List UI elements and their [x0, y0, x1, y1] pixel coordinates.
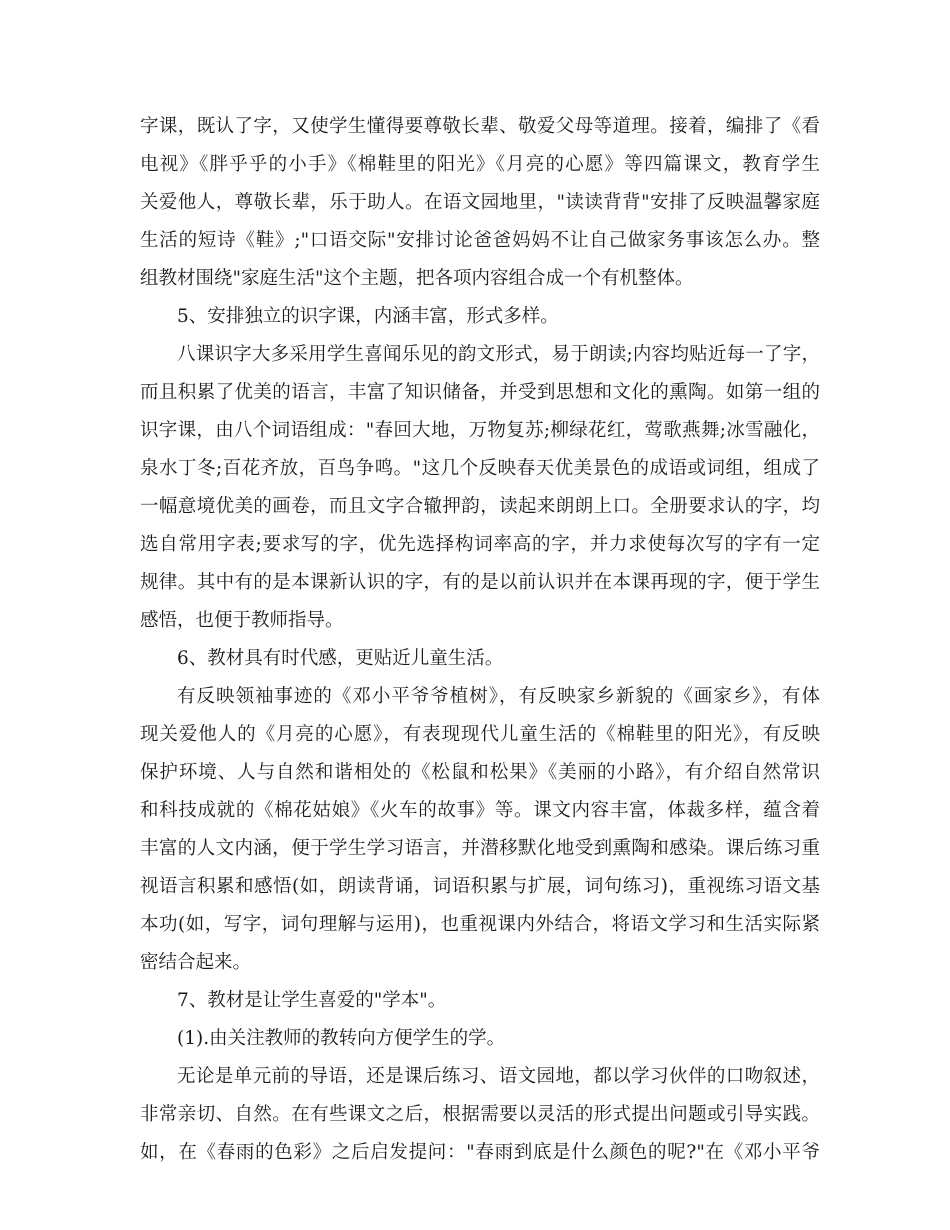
text-line: 泉水丁冬;百花齐放，百鸟争鸣。"这几个反映春天优美景色的成语或词组，组成了	[140, 458, 820, 479]
text-line: 感悟，也便于教师指导。	[140, 610, 344, 631]
text-line: 规律。其中有的是本课新认识的字，有的是以前认识并在本课再现的字，便于学生	[140, 572, 820, 593]
text-line: 电视》《胖乎乎的小手》《棉鞋里的阳光》《月亮的心愿》等四篇课文，教育学生	[140, 154, 820, 175]
text-line: 组教材围绕"家庭生活"这个主题，把各项内容组合成一个有机整体。	[140, 268, 694, 289]
text-line: 生活的短诗《鞋》;"口语交际"安排讨论爸爸妈妈不让自己做家务事该怎么办。整	[140, 230, 820, 251]
text-line: 字课，既认了字，又使学生懂得要尊敬长辈、敬爱父母等道理。接着，编排了《看	[140, 116, 820, 137]
text-line: 7、教材是让学生喜爱的"学本"。	[177, 990, 447, 1011]
text-line: 识字课，由八个词语组成："春回大地，万物复苏;柳绿花红，莺歌燕舞;冰雪融化，	[140, 420, 820, 441]
text-line: 无论是单元前的导语，还是课后练习、语文园地，都以学习伙伴的口吻叙述，	[177, 1066, 820, 1087]
document-body	[140, 108, 820, 1172]
text-line: 本功(如，写字，词句理解与运用)，也重视课内外结合，将语文学习和生活实际紧	[140, 914, 820, 935]
text-line: 保护环境、人与自然和谐相处的《松鼠和松果》《美丽的小路》，有介绍自然常识	[140, 762, 820, 783]
text-line: 现关爱他人的《月亮的心愿》，有表现现代儿童生活的《棉鞋里的阳光》，有反映	[140, 724, 820, 745]
text-line: 关爱他人，尊敬长辈，乐于助人。在语文园地里，"读读背背"安排了反映温馨家庭	[140, 192, 820, 213]
text-line: 6、教材具有时代感，更贴近儿童生活。	[177, 648, 504, 669]
text-line: 选自常用字表;要求写的字，优先选择构词率高的字，并力求使每次写的字有一定	[140, 534, 820, 555]
text-line: 一幅意境优美的画卷，而且文字合辙押韵，读起来朗朗上口。全册要求认的字，均	[140, 496, 820, 517]
text-line: 而且积累了优美的语言，丰富了知识储备，并受到思想和文化的熏陶。如第一组的	[140, 382, 820, 403]
text-line: (1).由关注教师的教转向方便学生的学。	[177, 1028, 506, 1049]
text-line: 视语言积累和感悟(如，朗读背诵，词语积累与扩展，词句练习)，重视练习语文基	[140, 876, 820, 897]
text-line: 丰富的人文内涵，便于学生学习语言，并潜移默化地受到熏陶和感染。课后练习重	[140, 838, 820, 859]
text-line: 非常亲切、自然。在有些课文之后，根据需要以灵活的形式提出问题或引导实践。	[140, 1104, 820, 1125]
text-line: 和科技成就的《棉花姑娘》《火车的故事》等。课文内容丰富，体裁多样，蕴含着	[140, 800, 820, 821]
text-line: 八课识字大多采用学生喜闻乐见的韵文形式，易于朗读;内容均贴近每一了字，	[177, 344, 820, 365]
text-line: 如，在《春雨的色彩》之后启发提问："春雨到底是什么颜色的呢?"在《邓小平爷	[140, 1142, 820, 1163]
text-line: 密结合起来。	[140, 952, 252, 973]
text-line: 有反映领袖事迹的《邓小平爷爷植树》，有反映家乡新貌的《画家乡》，有体	[177, 686, 820, 707]
text-line: 5、安排独立的识字课，内涵丰富，形式多样。	[177, 306, 559, 327]
